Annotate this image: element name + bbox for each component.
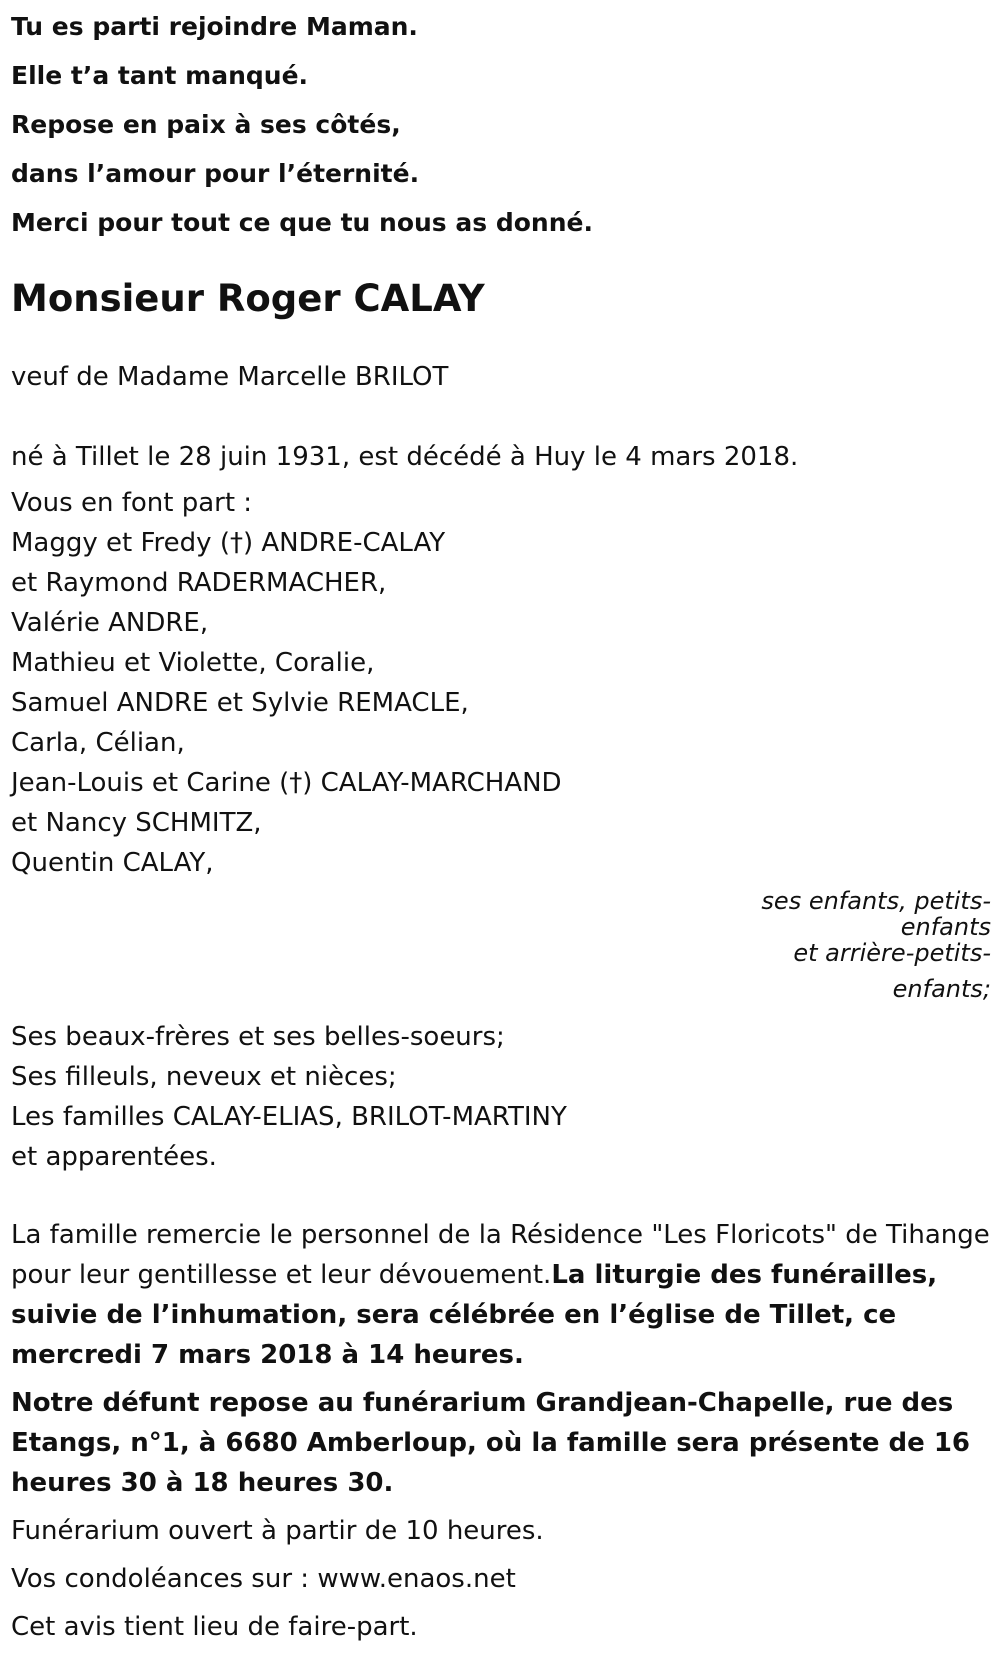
poem-line: Merci pour tout ce que tu nous as donné. xyxy=(11,208,593,237)
poem-line: Repose en paix à ses côtés, xyxy=(11,110,401,139)
birth-death-line: né à Tillet le 28 juin 1931, est décédé à Huy le 4 mars 2018. xyxy=(11,442,799,472)
relation-line: et arrière-petits- xyxy=(793,939,991,967)
signer-line: Maggy et Fredy (†) ANDRE-CALAY xyxy=(11,528,446,558)
signer-line: Jean-Louis et Carine (†) CALAY-MARCHAND xyxy=(11,768,562,798)
notice-line: Cet avis tient lieu de faire-part. xyxy=(11,1612,418,1642)
signer-line: Valérie ANDRE, xyxy=(11,608,209,638)
thanks-text: La famille remercie le personnel de la Résidence "Les Floricots" de Tihange pour leur gentillesse et leur dévouement. xyxy=(11,1220,990,1290)
deceased-name: Monsieur Roger CALAY xyxy=(11,277,485,320)
other-relatives xyxy=(11,1017,991,1177)
poem xyxy=(11,0,991,247)
obituary-notice xyxy=(11,0,991,1647)
signer-line: Samuel ANDRE et Sylvie REMACLE, xyxy=(11,688,469,718)
relatives-line: Les familles CALAY-ELIAS, BRILOT-MARTINY xyxy=(11,1102,567,1132)
relatives-line: et apparentées. xyxy=(11,1142,217,1172)
signer-line: Mathieu et Violette, Coralie, xyxy=(11,648,375,678)
signer-line: et Raymond RADERMACHER, xyxy=(11,568,387,598)
poem-line: dans l’amour pour l’éternité. xyxy=(11,159,420,188)
relation-caption xyxy=(11,885,991,1005)
condolences-line: Vos condoléances sur : www.enaos.net xyxy=(11,1564,516,1594)
relation-line: enfants; xyxy=(892,975,991,1003)
signers-list xyxy=(11,523,991,883)
relatives-line: Ses filleuls, neveux et nièces; xyxy=(11,1062,397,1092)
repose-details: Notre défunt repose au funérarium Grandjean-Chapelle, rue des Etangs, n°1, à 6680 Amberloup, où la famille sera présente de 16 heures 30 à 18 heures 30. xyxy=(11,1388,971,1498)
poem-line: Elle t’a tant manqué. xyxy=(11,61,309,90)
relatives-line: Ses beaux-frères et ses belles-soeurs; xyxy=(11,1022,505,1052)
relation-line: enfants xyxy=(900,913,991,941)
thanks-and-funeral xyxy=(11,1215,991,1375)
signer-line: Quentin CALAY, xyxy=(11,848,214,878)
announce-line: Vous en font part : xyxy=(11,488,253,518)
relation-line: ses enfants, petits- xyxy=(761,887,991,915)
widow-line: veuf de Madame Marcelle BRILOT xyxy=(11,362,449,392)
poem-line: Tu es parti rejoindre Maman. xyxy=(11,12,418,41)
funerarium-hours: Funérarium ouvert à partir de 10 heures. xyxy=(11,1516,544,1546)
signer-line: Carla, Célian, xyxy=(11,728,185,758)
signer-line: et Nancy SCHMITZ, xyxy=(11,808,262,838)
funeral-details: La liturgie des funérailles, suivie de l’inhumation, sera célébrée en l’église de Tillet, ce mercredi 7 mars 2018 à 14 heures. xyxy=(11,1260,938,1370)
